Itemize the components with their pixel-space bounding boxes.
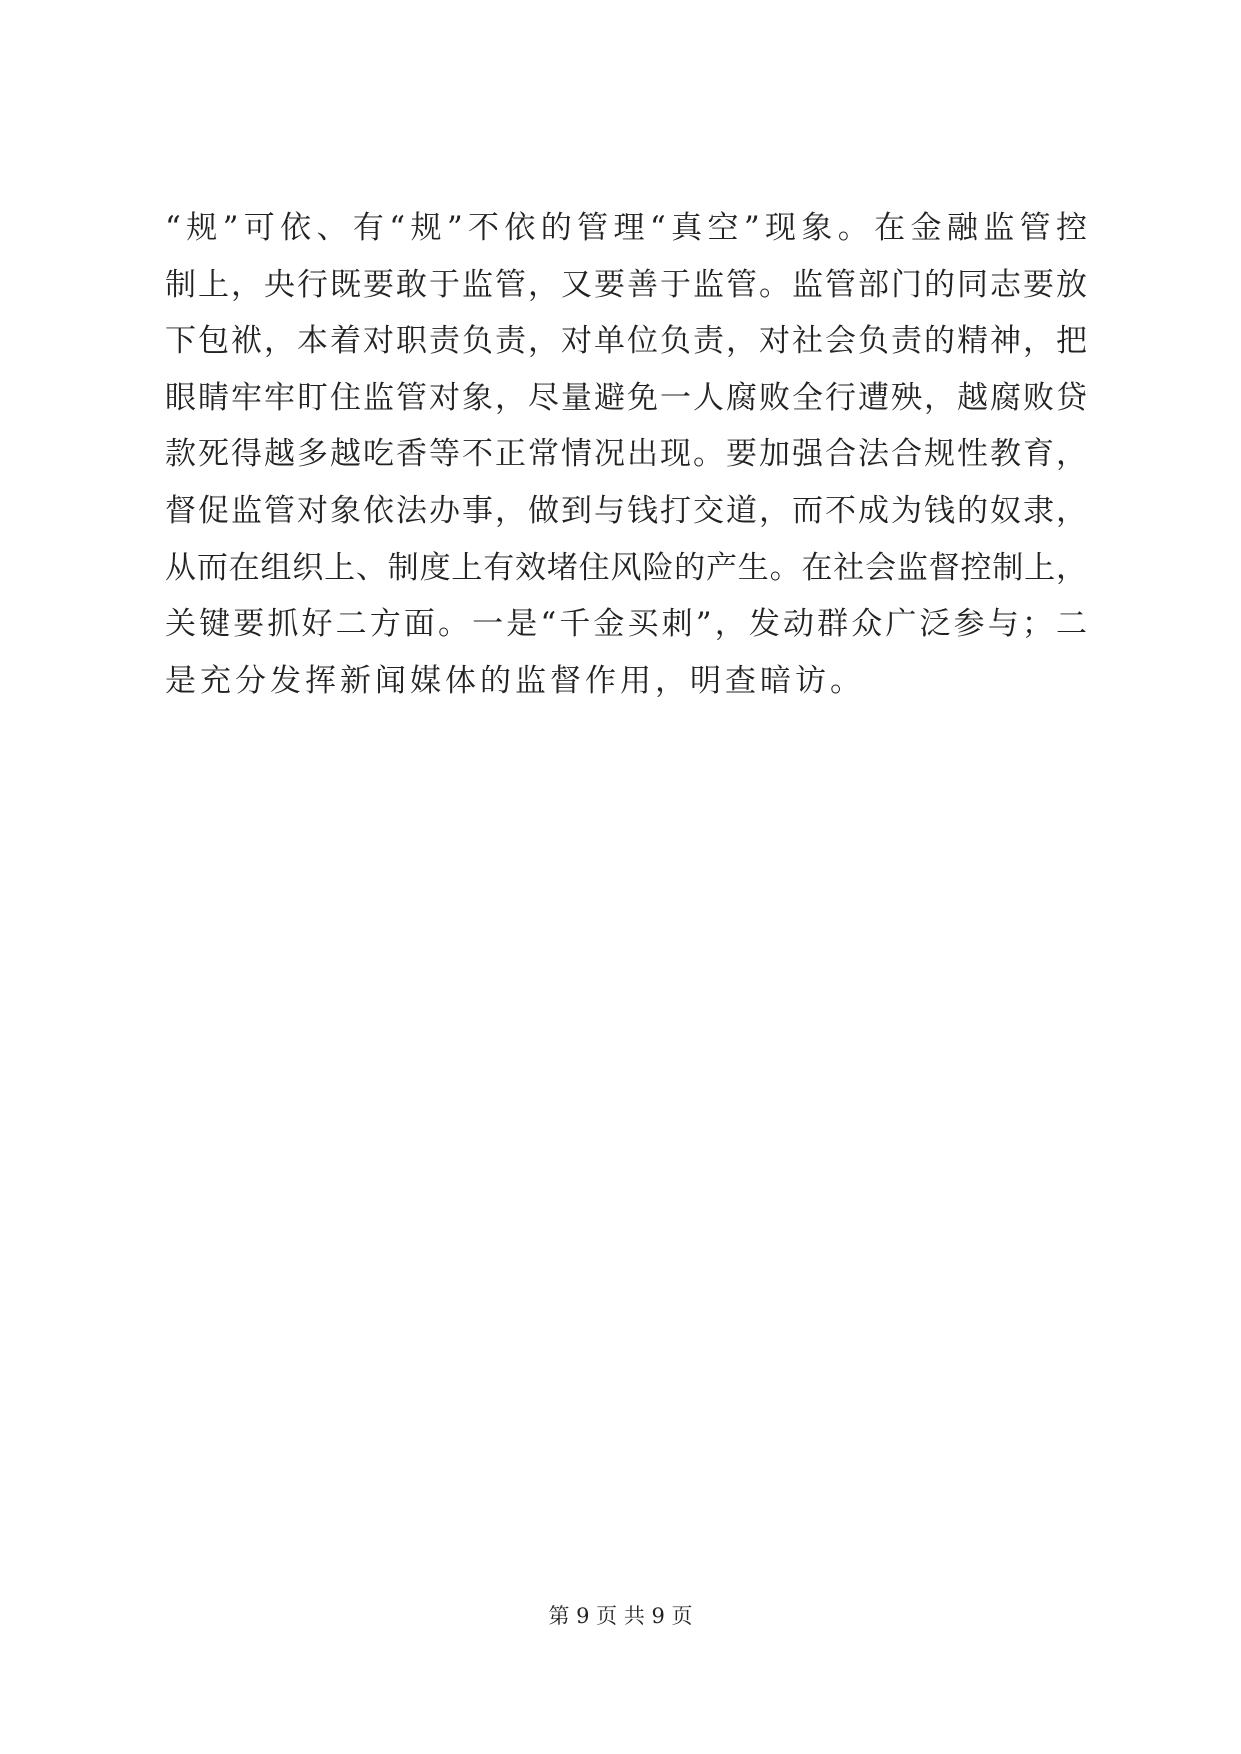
page-footer: 第 9 页 共 9 页 — [548, 1604, 693, 1628]
paragraph-line-5: 款死得越多越吃香等不正常情况出现。要加强合法合规性教育， — [165, 436, 1087, 473]
paragraph-line-6: 督促监管对象依法办事，做到与钱打交道，而不成为钱的奴隶， — [165, 492, 1087, 529]
body-paragraph — [165, 200, 1087, 709]
paragraph-line-9: 是充分发挥新闻媒体的监督作用，明查暗访。 — [165, 662, 865, 699]
paragraph-line-3: 下包袱，本着对职责负责，对单位负责，对社会负责的精神，把 — [165, 323, 1087, 360]
paragraph-line-7: 从而在组织上、制度上有效堵住风险的产生。在社会监督控制上， — [165, 549, 1087, 586]
paragraph-line-1: “规”可依、有“规”不依的管理“真空”现象。在金融监管控 — [165, 210, 1087, 246]
paragraph-line-2: 制上，央行既要敢于监管，又要善于监管。监管部门的同志要放 — [165, 266, 1087, 303]
paragraph-line-8: 关键要抓好二方面。一是“千金买刺”，发动群众广泛参与；二 — [165, 606, 1087, 643]
paragraph-line-4: 眼睛牢牢盯住监管对象，尽量避免一人腐败全行遭殃，越腐败贷 — [165, 379, 1087, 416]
